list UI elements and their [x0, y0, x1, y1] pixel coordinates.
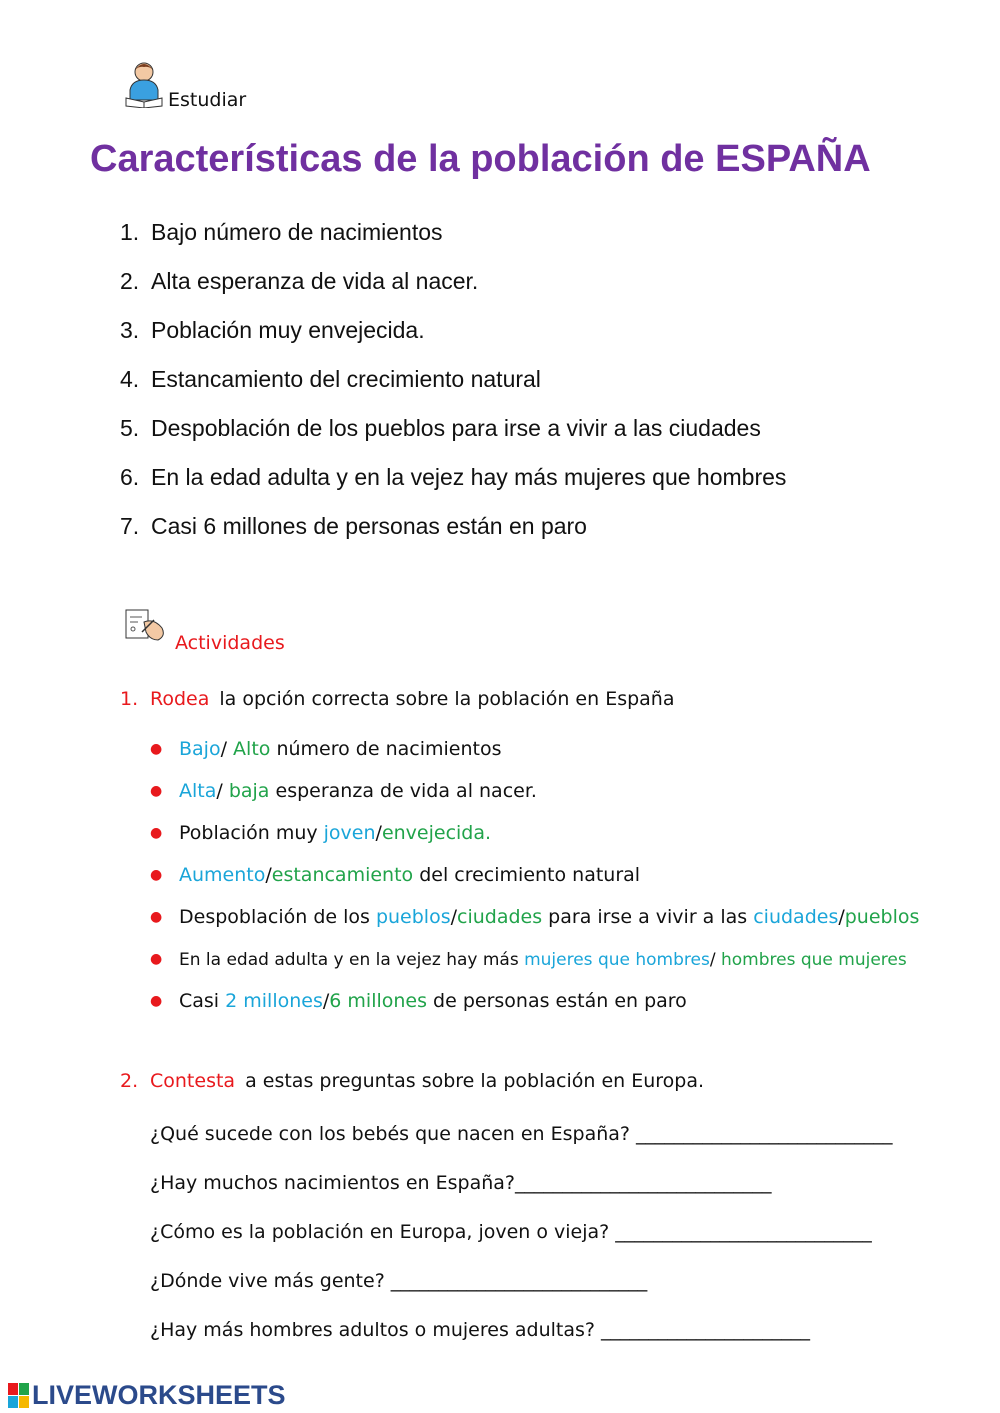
list-item: 4. Estancamiento del crecimiento natural — [120, 366, 541, 392]
option-choice[interactable]: joven — [323, 822, 376, 844]
question-answer-line[interactable]: ¿Hay más hombres adultos o mujeres adultas? ______________________ — [150, 1319, 811, 1341]
options-list — [150, 735, 919, 1029]
characteristics-list — [120, 215, 786, 558]
brand-name: LIVEWORKSHEETS — [32, 1380, 286, 1410]
option-choice[interactable]: 2 millones — [225, 990, 323, 1012]
study-label: Estudiar — [168, 89, 247, 111]
list-item: 7. Casi 6 millones de personas están en paro — [120, 513, 587, 539]
option-item: ● Aumento/estancamiento del crecimiento natural — [150, 864, 641, 886]
option-choice[interactable]: Bajo — [179, 738, 221, 760]
student-reading-icon — [124, 60, 164, 108]
writing-hand-icon — [124, 608, 168, 644]
list-item: 3. Población muy envejecida. — [120, 317, 425, 343]
option-choice[interactable]: envejecida. — [381, 822, 492, 844]
activities-label: Actividades — [175, 632, 285, 654]
option-item: ● Población muy joven/envejecida. — [150, 822, 492, 844]
page-title: Características de la población de ESPAÑA — [90, 138, 871, 180]
option-choice[interactable]: Alto — [233, 738, 271, 760]
question-answer-line[interactable]: ¿Cómo es la población en Europa, joven o vieja? ___________________________ — [150, 1221, 872, 1243]
option-item: ● En la edad adulta y en la vejez hay más mujeres que hombres/ hombres que mujeres — [150, 950, 907, 970]
option-choice[interactable]: pueblos — [844, 906, 920, 928]
option-choice[interactable]: Alta — [179, 780, 217, 802]
option-item: ● Alta/ baja esperanza de vida al nacer. — [150, 780, 537, 802]
question-2-heading: 2. Contesta a estas preguntas sobre la población en Europa. — [120, 1070, 705, 1092]
option-item: ● Bajo/ Alto número de nacimientos — [150, 738, 502, 760]
question-1-heading: 1. Rodea la opción correcta sobre la población en España — [120, 688, 675, 710]
option-choice[interactable]: mujeres que hombres — [524, 950, 710, 970]
option-choice[interactable]: estancamiento — [271, 864, 414, 886]
option-choice[interactable]: 6 millones — [329, 990, 428, 1012]
option-choice[interactable]: Aumento — [179, 864, 266, 886]
option-choice[interactable]: hombres que mujeres — [720, 950, 907, 970]
brand-logo-icon — [8, 1383, 29, 1408]
option-choice[interactable]: ciudades — [753, 906, 839, 928]
list-item: 5. Despoblación de los pueblos para irse a vivir a las ciudades — [120, 415, 761, 441]
list-item: 6. En la edad adulta y en la vejez hay más mujeres que hombres — [120, 464, 787, 490]
question-answer-line[interactable]: ¿Qué sucede con los bebés que nacen en España? ___________________________ — [150, 1123, 893, 1145]
option-choice[interactable]: pueblos — [375, 906, 451, 928]
question-answer-line[interactable]: ¿Dónde vive más gente? ___________________________ — [150, 1270, 648, 1292]
questions-list — [150, 1120, 893, 1365]
footer-brand — [8, 1380, 286, 1411]
option-item: ● Despoblación de los pueblos/ciudades para irse a vivir a las ciudades/pueblos — [150, 906, 920, 928]
option-choice[interactable]: ciudades — [457, 906, 543, 928]
list-item: 1. Bajo número de nacimientos — [120, 219, 443, 245]
option-item: ● Casi 2 millones/6 millones de personas están en paro — [150, 990, 687, 1012]
list-item: 2. Alta esperanza de vida al nacer. — [120, 268, 479, 294]
option-choice[interactable]: baja — [228, 780, 270, 802]
question-answer-line[interactable]: ¿Hay muchos nacimientos en España?___________________________ — [150, 1172, 772, 1194]
